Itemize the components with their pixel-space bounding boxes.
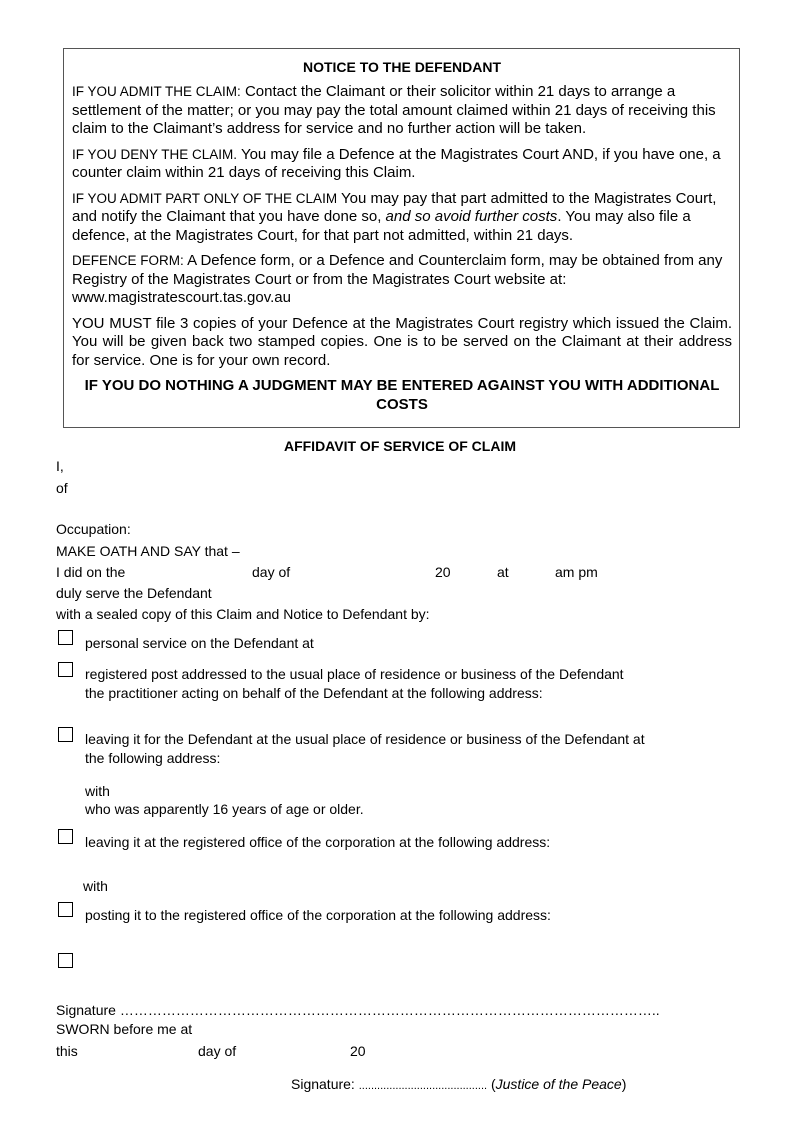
day-of-label: day of: [252, 564, 291, 580]
notice-to-defendant-box: [63, 48, 740, 428]
court-website-link[interactable]: www.magistratescourt.tas.gov.au: [72, 289, 291, 306]
you-must-paragraph: YOU MUST file 3 copies of your Defence at the Magistrates Court registry which issued the Claim. You will be given back two stamped copies. One is to be served on the Claimant at their address for service. One is for your own record.: [72, 314, 732, 369]
deny-claim-paragraph: [72, 146, 732, 183]
jp-role: Justice of the Peace: [495, 1076, 622, 1092]
with-label-2: with: [83, 878, 108, 894]
corp-leaving-checkbox[interactable]: [58, 829, 73, 844]
registered-post-checkbox[interactable]: [58, 662, 73, 677]
corp-posting-checkbox[interactable]: [58, 902, 73, 917]
with-label-1: with: [85, 783, 110, 799]
admit-part-paragraph: [72, 190, 732, 246]
other-method-checkbox[interactable]: [58, 953, 73, 968]
admit-part-text-italic: and so avoid further costs: [385, 208, 558, 225]
registered-post-label-2: the practitioner acting on behalf of the Defendant at the following address:: [85, 685, 543, 701]
day-of-label-2: day of: [198, 1043, 237, 1059]
duly-serve-label: duly serve the Defendant: [56, 585, 212, 601]
corp-posting-label: posting it to the registered office of the corporation at the following address:: [85, 907, 551, 923]
defence-form-paragraph: [72, 252, 732, 308]
deny-claim-lead: IF YOU DENY THE CLAIM.: [72, 146, 238, 162]
did-on-label: I did on the: [56, 564, 126, 580]
defence-form-text: A Defence form, or a Defence and Counterclaim form, may be obtained from any Registry of the Magistrates Court or from the Magistrates Court website at:: [72, 252, 723, 288]
registered-post-label-1: registered post addressed to the usual place of residence or business of the Defendant: [85, 666, 624, 682]
admit-part-lead: IF YOU ADMIT PART ONLY OF THE CLAIM: [72, 190, 338, 206]
admit-part-text-1: You may pay that part admitted to the Magistrates Court, and notify the Claimant that you have done so,: [72, 189, 717, 225]
leaving-for-defendant-label-1: leaving it for the Defendant at the usual place of residence or business of the Defendant at: [85, 731, 645, 747]
year-prefix: 20: [435, 564, 451, 580]
defence-form-lead: DEFENCE FORM:: [72, 253, 184, 268]
deponent-signature-line: Signature ……………………………………………………………………………………………………..: [56, 1002, 660, 1018]
of-label: of: [56, 480, 68, 496]
admit-part-text-2: . You may also file a defence, at the Magistrates Court, for that part not admitted, within 21 days.: [72, 208, 691, 244]
notice-title: NOTICE TO THE DEFENDANT: [302, 59, 502, 75]
at-label: at: [497, 564, 509, 580]
admit-claim-lead: IF YOU ADMIT THE CLAIM:: [72, 84, 241, 99]
corp-leaving-label: leaving it at the registered office of the corporation at the following address:: [85, 834, 551, 850]
admit-claim-text: Contact the Claimant or their solicitor within 21 days to arrange a settlement of the matter; or you may pay the total amount claimed within 21 days of receiving this claim to the Claimant’s address for service and no further action will be taken.: [72, 83, 716, 137]
judgment-warning: IF YOU DO NOTHING A JUDGMENT MAY BE ENTERED AGAINST YOU WITH ADDITIONAL COSTS: [84, 377, 720, 413]
sworn-before-label: SWORN before me at: [56, 1021, 193, 1037]
apparently-16-label: who was apparently 16 years of age or older.: [85, 801, 364, 817]
personal-service-label: personal service on the Defendant at: [85, 635, 314, 651]
am-pm-label: am pm: [555, 564, 598, 580]
oath-statement: MAKE OATH AND SAY that –: [56, 543, 240, 559]
leaving-for-defendant-checkbox[interactable]: [58, 727, 73, 742]
affidavit-title: AFFIDAVIT OF SERVICE OF CLAIM: [283, 438, 517, 454]
jp-signature-block: Signature: .......................................... (Justice of the Peace): [291, 1076, 627, 1092]
sealed-copy-label: with a sealed copy of this Claim and Notice to Defendant by:: [56, 606, 430, 622]
this-label: this: [56, 1043, 78, 1059]
admit-claim-paragraph: [72, 83, 732, 139]
jp-signature-label: Signature:: [291, 1076, 355, 1092]
personal-service-checkbox[interactable]: [58, 630, 73, 645]
leaving-for-defendant-label-2: the following address:: [85, 750, 221, 766]
year-prefix-2: 20: [350, 1043, 366, 1059]
occupation-label: Occupation:: [56, 521, 131, 537]
jp-signature-dots: ..........................................: [358, 1080, 488, 1092]
deny-claim-text: You may file a Defence at the Magistrates Court AND, if you have one, a counter claim within 21 days of receiving this Claim.: [72, 145, 721, 181]
i-label: I,: [56, 458, 64, 474]
